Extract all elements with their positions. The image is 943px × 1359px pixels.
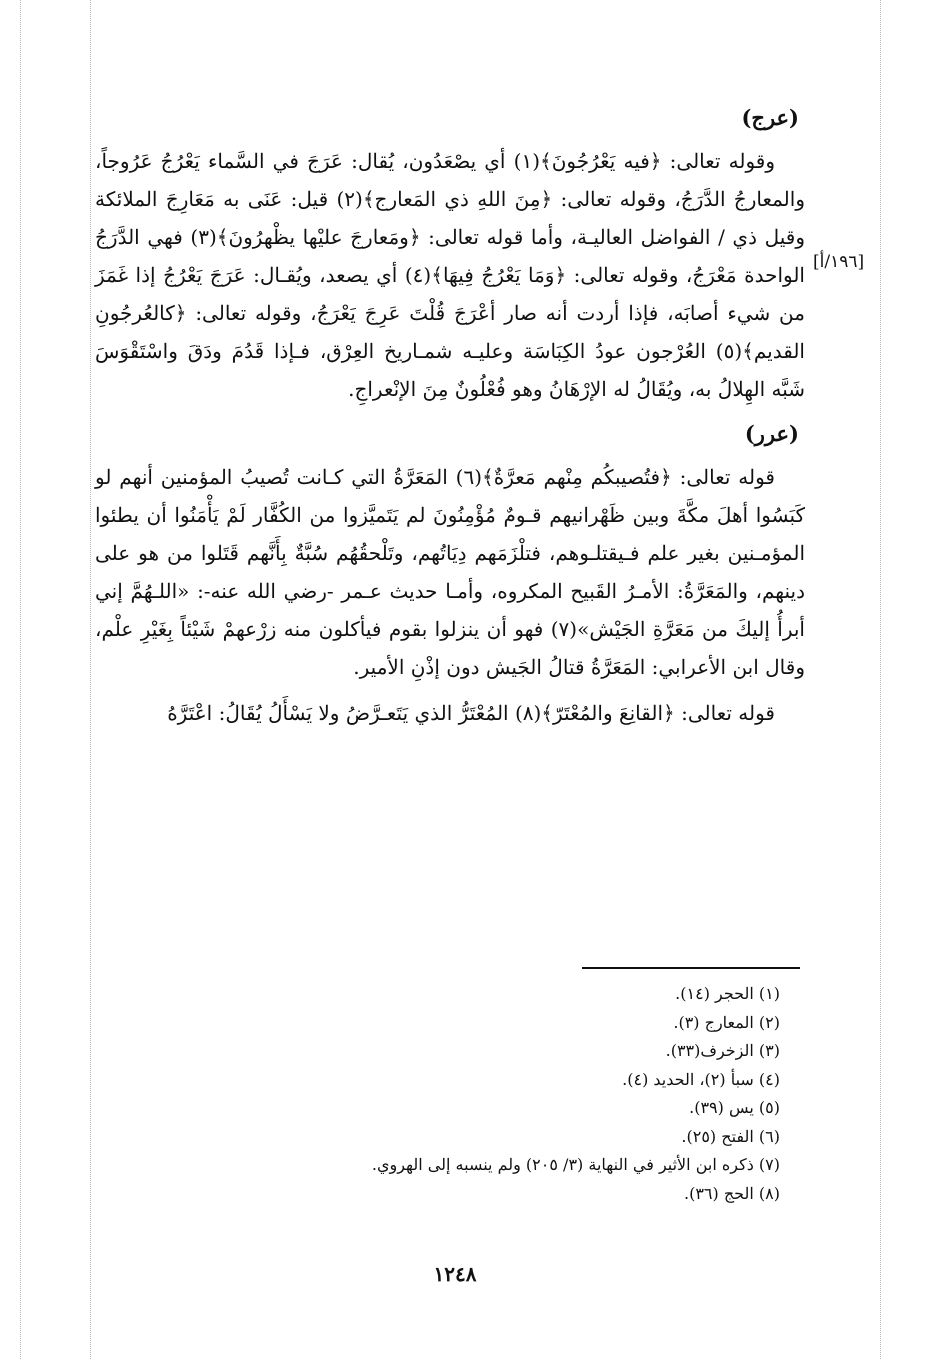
footnote-item: (٨) الحج (٣٦). — [684, 1183, 780, 1203]
footnote-separator — [582, 967, 800, 969]
entry-paragraph: وقوله تعالى: ﴿فيه يَعْرُجُونَ﴾(١) أي يصْعَدُون، يُقال: عَرَجَ في السَّماء يَعْرُجُ عَرُوجاً، والمعارجُ الدَّرَجُ، وقوله تعالى: ﴿مِنَ اللهِ ذي المَعارج﴾(٢) قيل: عَنَى به مَعَارِجَ الملائكة وقيل ذي / الفواضل العاليـة، وأما قوله تعالى: ﴿ومَعارجَ عليْها يظْهرُونَ﴾(٣) فهي الدَّرَجُ الواحدة مَعْرَجُ، وقوله تعالى: ﴿وَمَا يَعْرُجُ فِيهَا﴾(٤) أي يصعد، ويُقـال: عَرَجَ يَعْرُجُ إذا غَمَزَ من شيء أصابَه، فإذا أردت أنه صار أعْرَجَ قُلْتَ عَرِجَ يَعْرَجُ، وقوله تعالى: ﴿كالعُرجُونِ القديم﴾(٥) العُرْجون عودُ الكِبَاسَة وعليـه شمـاريخ العِرْق، فـإذا قَدُمَ ودَقَ واسْتَقْوَسَ شَبَّه الهِلالُ به، ويُقَالُ له الإرْهَانُ وهو فُعْلُونٌ مِنَ الإنْعراجِ. — [95, 149, 805, 401]
footnote-item: (٤) سبأ (٢)، الحديد (٤). — [622, 1069, 780, 1089]
scan-guide-line — [20, 0, 21, 1359]
section-heading-arara: (عرر) — [744, 421, 799, 446]
footnote-item: (٢) المعارج (٣). — [673, 1012, 780, 1032]
footnote-item: (٧) ذكره ابن الأثير في النهاية (٣/ ٢٠٥) ولم ينسبه إلى الهروي. — [371, 1155, 780, 1174]
scan-guide-line — [880, 0, 881, 1359]
footnote-item: (٥) يس (٣٩). — [689, 1098, 780, 1117]
scan-guide-line — [90, 0, 91, 1359]
section-heading-araja: (عرج) — [741, 105, 799, 130]
footnote-item: (٣) الزخرف(٣٣). — [665, 1041, 780, 1060]
footnote-item: (١) الحجر (١٤). — [675, 984, 780, 1003]
main-text — [95, 100, 805, 732]
footnote-item: (٦) الفتح (٢٥). — [681, 1126, 780, 1146]
footnotes-list — [250, 980, 780, 1208]
entry-paragraph: قوله تعالى: ﴿القانِعَ والمُعْتَرّ﴾(٨) المُعْتَرُّ الذي يَتَعـرَّضُ ولا يَسْأَلُ يُقَالُ: اعْتَرَّهُ — [167, 701, 775, 725]
entry-paragraph: قوله تعالى: ﴿فتُصيبكُم مِنْهم مَعرَّةٌ﴾(٦) المَعَرَّةُ التي كـانت تُصيبُ المؤمنين أنهم لو كَبَسُوا أهلَ مكَّةَ وبين ظَهْرانيهم قـومٌ مُؤْمِنُونَ لم يَتَميَّزوا من الكُفَّار لَمْ يَأْمَنُوا أن يطئوا المؤمـنين بغير علم فـيقتلـوهم، فتلْزَمَهم دِيَاتُهم، وتَلْحقُهُم سُبَّةٌ بِأَنَّهم قَتَلوا من هو على دينهم، والمَعَرَّةُ: الأمـرُ القَبيح المكروه، وأمـا حديث عـمر -رضي الله عنه-: «اللـهُمَّ إني أبرأُ إليكَ من مَعَرَّةِ الجَيْش»(٧) فهو أن ينزلوا بقوم فيأكلون منه زرْعهمْ شَيْئاً بِغَيْرِ علْم، وقال ابن الأعرابي: المَعَرَّةُ قتالُ الجَيش دون إذْنِ الأمير. — [95, 465, 805, 679]
page-number: ١٢٤٨ — [433, 1262, 477, 1286]
manuscript-folio-reference: [١٩٦/أ] — [813, 252, 865, 272]
